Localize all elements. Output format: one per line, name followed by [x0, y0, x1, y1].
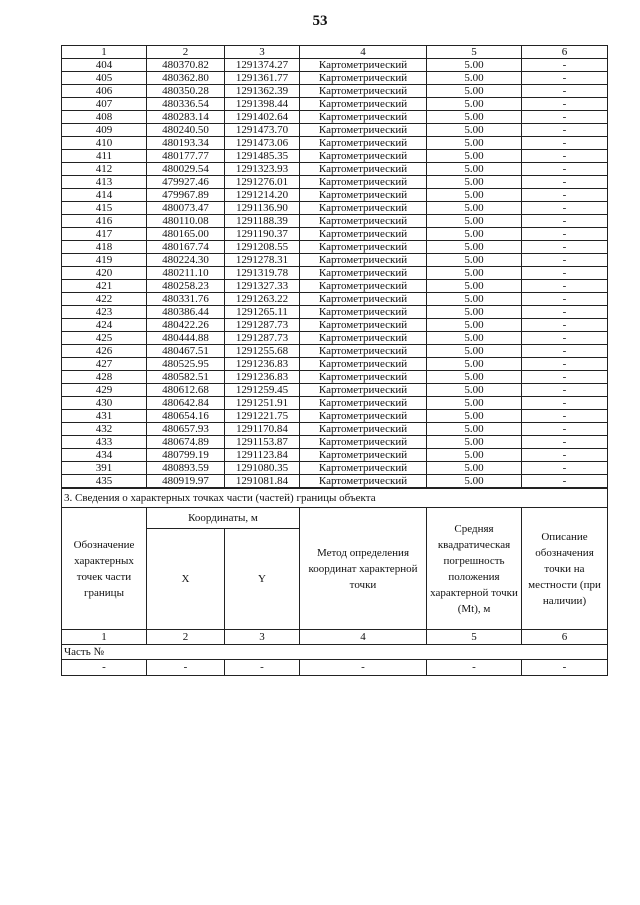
description-cell: -	[522, 319, 608, 332]
method-cell: Картометрический	[300, 319, 427, 332]
point-number-cell: 419	[62, 254, 147, 267]
description-cell: -	[522, 137, 608, 150]
header-description: Описание обозначения точки на местности (при наличии)	[522, 508, 608, 630]
section-3-column-number-row	[62, 630, 608, 645]
description-cell: -	[522, 189, 608, 202]
coord-y-cell: 1291188.39	[225, 215, 300, 228]
method-cell: Картометрический	[300, 189, 427, 202]
method-cell: Картометрический	[300, 462, 427, 475]
description-cell: -	[522, 384, 608, 397]
description-cell: -	[522, 72, 608, 85]
header-y: Y	[225, 529, 300, 630]
coord-x-cell: 480211.10	[147, 267, 225, 280]
point-number-cell: 431	[62, 410, 147, 423]
table-row	[62, 293, 608, 306]
point-number-cell: 420	[62, 267, 147, 280]
coord-y-cell: 1291214.20	[225, 189, 300, 202]
method-cell: Картометрический	[300, 98, 427, 111]
column-number: 4	[300, 46, 427, 59]
table-row	[62, 98, 608, 111]
method-cell: Картометрический	[300, 202, 427, 215]
description-cell: -	[522, 293, 608, 306]
table-row	[62, 449, 608, 462]
coord-x-cell: 480525.95	[147, 358, 225, 371]
coord-x-cell: 480283.14	[147, 111, 225, 124]
description-cell: -	[522, 254, 608, 267]
coord-y-cell: 1291123.84	[225, 449, 300, 462]
point-number-cell: 424	[62, 319, 147, 332]
method-cell: Картометрический	[300, 72, 427, 85]
description-cell: -	[522, 423, 608, 436]
table-row	[62, 410, 608, 423]
table-row	[62, 72, 608, 85]
description-cell: -	[522, 241, 608, 254]
method-cell: Картометрический	[300, 475, 427, 489]
coord-x-cell: 480386.44	[147, 306, 225, 319]
method-cell: Картометрический	[300, 384, 427, 397]
coord-x-cell: 480422.26	[147, 319, 225, 332]
coord-y-cell: 1291485.35	[225, 150, 300, 163]
coord-x-cell: 480654.16	[147, 410, 225, 423]
column-number: 2	[147, 630, 225, 645]
coord-y-cell: 1291153.87	[225, 436, 300, 449]
coord-y-cell: 1291278.31	[225, 254, 300, 267]
column-number: 3	[225, 46, 300, 59]
table-row	[62, 423, 608, 436]
description-cell: -	[522, 98, 608, 111]
point-number-cell: 409	[62, 124, 147, 137]
method-cell: Картометрический	[300, 397, 427, 410]
point-number-cell: 415	[62, 202, 147, 215]
table-row	[62, 358, 608, 371]
description-cell: -	[522, 163, 608, 176]
description-cell: -	[522, 150, 608, 163]
column-number: 6	[522, 630, 608, 645]
description-cell: -	[522, 371, 608, 384]
point-number-cell: 407	[62, 98, 147, 111]
coord-y-cell: 1291402.64	[225, 111, 300, 124]
coord-x-cell: 480331.76	[147, 293, 225, 306]
dash-cell: -	[147, 660, 225, 676]
dash-cell: -	[522, 660, 608, 676]
dash-cell: -	[225, 660, 300, 676]
table-row	[62, 215, 608, 228]
coord-y-cell: 1291374.27	[225, 59, 300, 72]
table-row	[62, 397, 608, 410]
table-row	[62, 462, 608, 475]
point-number-cell: 411	[62, 150, 147, 163]
description-cell: -	[522, 475, 608, 489]
method-cell: Картометрический	[300, 228, 427, 241]
description-cell: -	[522, 176, 608, 189]
description-cell: -	[522, 449, 608, 462]
coord-y-cell: 1291473.70	[225, 124, 300, 137]
error-value-cell: 5.00	[427, 267, 522, 280]
method-cell: Картометрический	[300, 111, 427, 124]
coord-x-cell: 480110.08	[147, 215, 225, 228]
coord-x-cell: 480657.93	[147, 423, 225, 436]
error-value-cell: 5.00	[427, 150, 522, 163]
description-cell: -	[522, 59, 608, 72]
coord-y-cell: 1291265.11	[225, 306, 300, 319]
header-x: X	[147, 529, 225, 630]
error-value-cell: 5.00	[427, 462, 522, 475]
error-value-cell: 5.00	[427, 215, 522, 228]
error-value-cell: 5.00	[427, 332, 522, 345]
coord-y-cell: 1291136.90	[225, 202, 300, 215]
table-row	[62, 254, 608, 267]
point-number-cell: 426	[62, 345, 147, 358]
table-row	[62, 85, 608, 98]
coord-y-cell: 1291319.78	[225, 267, 300, 280]
table-row	[62, 124, 608, 137]
coord-y-cell: 1291081.84	[225, 475, 300, 489]
method-cell: Картометрический	[300, 345, 427, 358]
description-cell: -	[522, 345, 608, 358]
point-number-cell: 423	[62, 306, 147, 319]
method-cell: Картометрический	[300, 163, 427, 176]
method-cell: Картометрический	[300, 59, 427, 72]
error-value-cell: 5.00	[427, 410, 522, 423]
method-cell: Картометрический	[300, 85, 427, 98]
coord-x-cell: 480362.80	[147, 72, 225, 85]
part-label-row	[62, 645, 608, 660]
error-value-cell: 5.00	[427, 202, 522, 215]
table-row	[62, 228, 608, 241]
error-value-cell: 5.00	[427, 111, 522, 124]
column-number: 5	[427, 46, 522, 59]
table-row	[62, 202, 608, 215]
coord-x-cell: 480336.54	[147, 98, 225, 111]
method-cell: Картометрический	[300, 176, 427, 189]
point-number-cell: 404	[62, 59, 147, 72]
coord-y-cell: 1291361.77	[225, 72, 300, 85]
point-number-cell: 413	[62, 176, 147, 189]
description-cell: -	[522, 202, 608, 215]
column-number: 4	[300, 630, 427, 645]
error-value-cell: 5.00	[427, 176, 522, 189]
part-label: Часть №	[62, 645, 608, 660]
table-row	[62, 176, 608, 189]
point-number-cell: 412	[62, 163, 147, 176]
coord-x-cell: 480240.50	[147, 124, 225, 137]
coord-y-cell: 1291287.73	[225, 319, 300, 332]
method-cell: Картометрический	[300, 371, 427, 384]
table-row	[62, 59, 608, 72]
point-number-cell: 430	[62, 397, 147, 410]
description-cell: -	[522, 436, 608, 449]
error-value-cell: 5.00	[427, 124, 522, 137]
column-number: 1	[62, 630, 147, 645]
error-value-cell: 5.00	[427, 423, 522, 436]
section-3-title: 3. Сведения о характерных точках части (частей) границы объекта	[62, 488, 608, 508]
error-value-cell: 5.00	[427, 137, 522, 150]
method-cell: Картометрический	[300, 410, 427, 423]
method-cell: Картометрический	[300, 436, 427, 449]
part-dash-row	[62, 660, 608, 676]
column-number: 5	[427, 630, 522, 645]
method-cell: Картометрический	[300, 124, 427, 137]
point-number-cell: 406	[62, 85, 147, 98]
coord-x-cell: 480444.88	[147, 332, 225, 345]
method-cell: Картометрический	[300, 215, 427, 228]
point-number-cell: 429	[62, 384, 147, 397]
error-value-cell: 5.00	[427, 397, 522, 410]
error-value-cell: 5.00	[427, 319, 522, 332]
error-value-cell: 5.00	[427, 163, 522, 176]
table-row	[62, 384, 608, 397]
dash-cell: -	[427, 660, 522, 676]
table-row	[62, 345, 608, 358]
coord-y-cell: 1291259.45	[225, 384, 300, 397]
method-cell: Картометрический	[300, 137, 427, 150]
description-cell: -	[522, 410, 608, 423]
dash-cell: -	[300, 660, 427, 676]
table-row	[62, 371, 608, 384]
coord-y-cell: 1291251.91	[225, 397, 300, 410]
coord-x-cell: 480177.77	[147, 150, 225, 163]
point-number-cell: 417	[62, 228, 147, 241]
table-row	[62, 267, 608, 280]
coord-x-cell: 480642.84	[147, 397, 225, 410]
method-cell: Картометрический	[300, 150, 427, 163]
coord-x-cell: 480167.74	[147, 241, 225, 254]
method-cell: Картометрический	[300, 358, 427, 371]
column-number: 1	[62, 46, 147, 59]
description-cell: -	[522, 306, 608, 319]
point-number-cell: 422	[62, 293, 147, 306]
point-number-cell: 416	[62, 215, 147, 228]
error-value-cell: 5.00	[427, 436, 522, 449]
point-number-cell: 391	[62, 462, 147, 475]
coord-x-cell: 480029.54	[147, 163, 225, 176]
coord-x-cell: 480165.00	[147, 228, 225, 241]
header-coordinates: Координаты, м	[147, 508, 300, 529]
coord-x-cell: 480674.89	[147, 436, 225, 449]
coord-x-cell: 480224.30	[147, 254, 225, 267]
error-value-cell: 5.00	[427, 72, 522, 85]
column-number: 6	[522, 46, 608, 59]
coord-y-cell: 1291263.22	[225, 293, 300, 306]
error-value-cell: 5.00	[427, 345, 522, 358]
coord-y-cell: 1291170.84	[225, 423, 300, 436]
description-cell: -	[522, 111, 608, 124]
coord-y-cell: 1291398.44	[225, 98, 300, 111]
column-number: 3	[225, 630, 300, 645]
coord-x-cell: 480073.47	[147, 202, 225, 215]
coord-y-cell: 1291276.01	[225, 176, 300, 189]
coord-y-cell: 1291362.39	[225, 85, 300, 98]
point-number-cell: 410	[62, 137, 147, 150]
coord-x-cell: 480919.97	[147, 475, 225, 489]
error-value-cell: 5.00	[427, 254, 522, 267]
coord-x-cell: 480582.51	[147, 371, 225, 384]
coord-x-cell: 480370.82	[147, 59, 225, 72]
error-value-cell: 5.00	[427, 59, 522, 72]
table-row	[62, 436, 608, 449]
page-number: 53	[312, 13, 328, 29]
column-number: 2	[147, 46, 225, 59]
coord-x-cell: 480467.51	[147, 345, 225, 358]
error-value-cell: 5.00	[427, 449, 522, 462]
point-number-cell: 427	[62, 358, 147, 371]
method-cell: Картометрический	[300, 267, 427, 280]
method-cell: Картометрический	[300, 449, 427, 462]
table-row	[62, 137, 608, 150]
table-row	[62, 475, 608, 489]
description-cell: -	[522, 85, 608, 98]
header-error: Средняя квадратическая погрешность положения характерной точки (Mt), м	[427, 508, 522, 630]
coord-x-cell: 479967.89	[147, 189, 225, 202]
point-number-cell: 408	[62, 111, 147, 124]
description-cell: -	[522, 228, 608, 241]
error-value-cell: 5.00	[427, 228, 522, 241]
description-cell: -	[522, 124, 608, 137]
error-value-cell: 5.00	[427, 384, 522, 397]
point-number-cell: 434	[62, 449, 147, 462]
coord-y-cell: 1291323.93	[225, 163, 300, 176]
coord-y-cell: 1291190.37	[225, 228, 300, 241]
method-cell: Картометрический	[300, 332, 427, 345]
dash-cell: -	[62, 660, 147, 676]
coord-x-cell: 480799.19	[147, 449, 225, 462]
coord-x-cell: 479927.46	[147, 176, 225, 189]
coord-y-cell: 1291473.06	[225, 137, 300, 150]
coord-y-cell: 1291255.68	[225, 345, 300, 358]
coord-x-cell: 480350.28	[147, 85, 225, 98]
table-row	[62, 111, 608, 124]
error-value-cell: 5.00	[427, 358, 522, 371]
coord-y-cell: 1291221.75	[225, 410, 300, 423]
table-row	[62, 241, 608, 254]
table-row	[62, 163, 608, 176]
point-number-cell: 414	[62, 189, 147, 202]
error-value-cell: 5.00	[427, 98, 522, 111]
table-row	[62, 332, 608, 345]
table-row	[62, 150, 608, 163]
table-row	[62, 306, 608, 319]
description-cell: -	[522, 215, 608, 228]
coord-x-cell: 480612.68	[147, 384, 225, 397]
error-value-cell: 5.00	[427, 85, 522, 98]
point-number-cell: 428	[62, 371, 147, 384]
column-number-row	[62, 46, 608, 59]
point-number-cell: 418	[62, 241, 147, 254]
error-value-cell: 5.00	[427, 371, 522, 384]
table-row	[62, 280, 608, 293]
coordinates-table	[61, 45, 608, 676]
table-row	[62, 189, 608, 202]
coord-y-cell: 1291080.35	[225, 462, 300, 475]
coord-y-cell: 1291236.83	[225, 358, 300, 371]
method-cell: Картометрический	[300, 423, 427, 436]
coord-y-cell: 1291327.33	[225, 280, 300, 293]
coord-y-cell: 1291287.73	[225, 332, 300, 345]
method-cell: Картометрический	[300, 293, 427, 306]
method-cell: Картометрический	[300, 280, 427, 293]
point-number-cell: 405	[62, 72, 147, 85]
header-method: Метод определения координат характерной точки	[300, 508, 427, 630]
error-value-cell: 5.00	[427, 475, 522, 489]
error-value-cell: 5.00	[427, 280, 522, 293]
section-3-header-row	[62, 508, 608, 529]
point-number-cell: 432	[62, 423, 147, 436]
point-number-cell: 421	[62, 280, 147, 293]
table-row	[62, 319, 608, 332]
coord-x-cell: 480193.34	[147, 137, 225, 150]
coord-y-cell: 1291208.55	[225, 241, 300, 254]
point-number-cell: 425	[62, 332, 147, 345]
error-value-cell: 5.00	[427, 306, 522, 319]
description-cell: -	[522, 397, 608, 410]
description-cell: -	[522, 462, 608, 475]
method-cell: Картометрический	[300, 306, 427, 319]
coord-x-cell: 480893.59	[147, 462, 225, 475]
point-number-cell: 435	[62, 475, 147, 489]
method-cell: Картометрический	[300, 241, 427, 254]
header-point-designation: Обозначение характерных точек части границы	[62, 508, 147, 630]
section-3-title-row	[62, 488, 608, 508]
description-cell: -	[522, 280, 608, 293]
coord-y-cell: 1291236.83	[225, 371, 300, 384]
description-cell: -	[522, 358, 608, 371]
point-number-cell: 433	[62, 436, 147, 449]
coord-x-cell: 480258.23	[147, 280, 225, 293]
method-cell: Картометрический	[300, 254, 427, 267]
error-value-cell: 5.00	[427, 293, 522, 306]
description-cell: -	[522, 332, 608, 345]
description-cell: -	[522, 267, 608, 280]
error-value-cell: 5.00	[427, 241, 522, 254]
error-value-cell: 5.00	[427, 189, 522, 202]
